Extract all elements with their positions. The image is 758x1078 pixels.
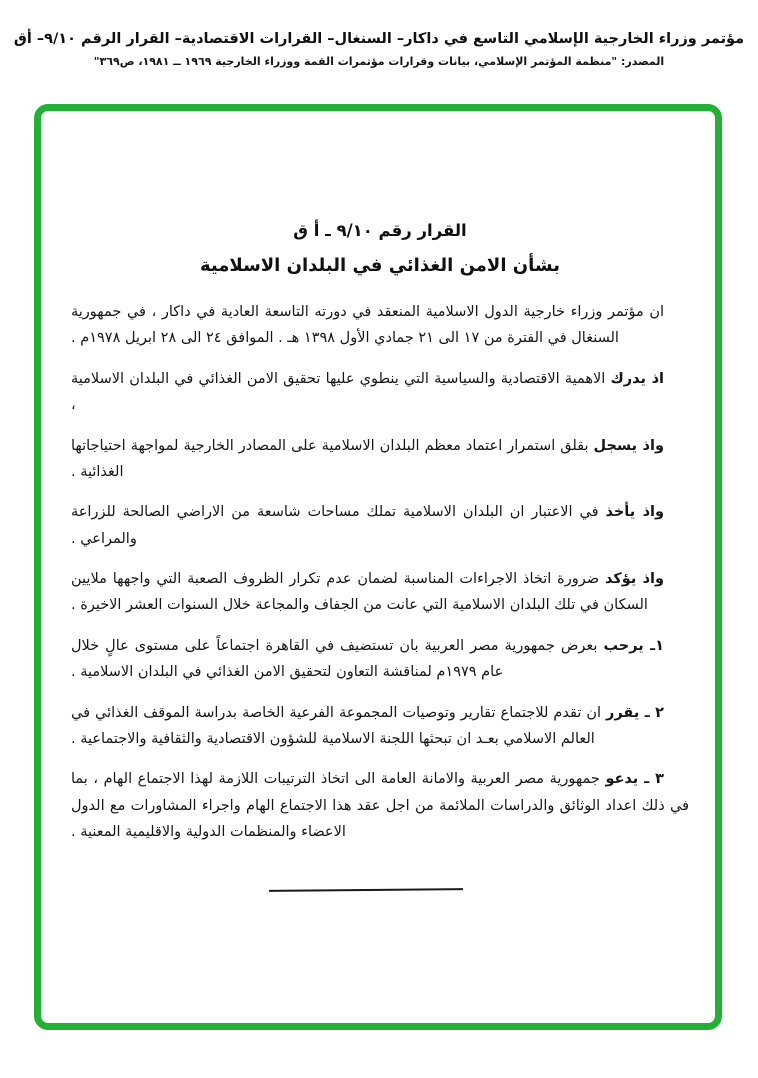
paragraph-lead: واذ يؤكد <box>604 571 664 587</box>
paragraph-text: ان مؤتمر وزراء خارجية الدول الاسلامية المنعقد في دورته التاسعة العادية في داكار ، في جمهورية السنغال في الفترة من ١٧ الى ٢١ جمادي الأول ١٣٩٨ هـ . الموافق ٢٤ الى ٢٨ ابريل ١٩٧٨م . <box>71 304 664 347</box>
paragraph-lead: اذ يدرك <box>610 370 664 387</box>
paragraph-text: ان تقدم للاجتماع تقارير وتوصيات المجموعة الفرعية الخاصة بدراسة الموقف الغذائي في العالم الاسلامي بعـد ان تبحثها اللجنة الاسلامية للشؤون الاقتصادية والثقافية والاجتماعية . <box>71 704 607 747</box>
resolution-body <box>71 299 689 845</box>
paragraph-lead: واذ يسجل <box>593 437 664 454</box>
resolution-paragraph-affirming <box>71 566 689 619</box>
paragraph-text: جمهورية مصر العربية والامانة العامة الى اتخاذ الترتيبات اللازمة لهذا الاجتماع الهام ، بما في ذلك اعداد الوثائق والدراسات الملائمة من اجل عقد هذا الاجتماع الهام واجراء المشاورات مع الدول الاعضاء والمنظمات الدولية والاقليمية المعنية . <box>71 771 689 840</box>
resolution-green-frame <box>34 104 722 1030</box>
paragraph-text: في الاعتبار ان البلدان الاسلامية تملك مساحات شاسعة من الاراضي الصالحة للزراعة والمراعي . <box>71 504 606 547</box>
resolution-item-1 <box>71 633 689 686</box>
resolution-paragraph-noting <box>71 433 689 486</box>
resolution-item-2 <box>71 700 689 753</box>
paragraph-text: الاهمية الاقتصادية والسياسية التي ينطوي عليها تحقيق الامن الغذائي في البلدان الاسلامية ، <box>71 370 611 414</box>
end-of-text-divider-line <box>269 888 463 892</box>
paragraph-lead: واذ يأخذ <box>605 504 665 521</box>
resolution-paragraph-considering <box>71 499 689 552</box>
resolution-number-heading: القرار رقم ٩/١٠ ـ أ ق <box>293 221 467 240</box>
header-title-line: مؤتمر وزراء الخارجية الإسلامي التاسع في داكار– السنغال– القرارات الاقتصادية– القرار الرقم ٩/١٠– أق <box>13 31 745 47</box>
resolution-paragraph-recognizing <box>71 366 689 419</box>
header-source-line: المصدر: "منظمة المؤتمر الإسلامي، بيانات وقرارات مؤتمرات القمة ووزراء الخارجية ١٩٦٩ ــ ١٩٨١، ص٣٦٩" <box>93 55 665 68</box>
item-number-lead: ٢ ـ يقرر <box>606 704 664 721</box>
document-header <box>0 31 758 68</box>
paragraph-text: بعرض جمهورية مصر العربية بان تستضيف في القاهرة اجتماعاً على مستوى عالٍ خلال عام ١٩٧٩م لمناقشة التعاون لتحقيق الامن الغذائي في البلدان الاسلامية . <box>71 637 604 681</box>
resolution-item-3 <box>71 766 689 845</box>
item-number-lead: ١ـ يرحب <box>603 637 664 654</box>
resolution-paragraph-preamble <box>71 299 689 352</box>
resolution-subject-heading: بشأن الامن الغذائي في البلدان الاسلامية <box>200 255 560 276</box>
paragraph-text: بقلق استمرار اعتماد معظم البلدان الاسلامية على المصادر الخارجية لمواجهة احتياجاتها الغذائية . <box>71 437 594 480</box>
item-number-lead: ٣ ـ يدعو <box>605 771 665 788</box>
paragraph-text: ضرورة اتخاذ الاجراءات المناسبة لضمان عدم تكرار الظروف الصعبة التي واجهها ملايين السكان في تلك البلدان الاسلامية التي عانت من الجفاف والمجاعة خلال السنوات العشر الاخيرة . <box>71 571 648 614</box>
